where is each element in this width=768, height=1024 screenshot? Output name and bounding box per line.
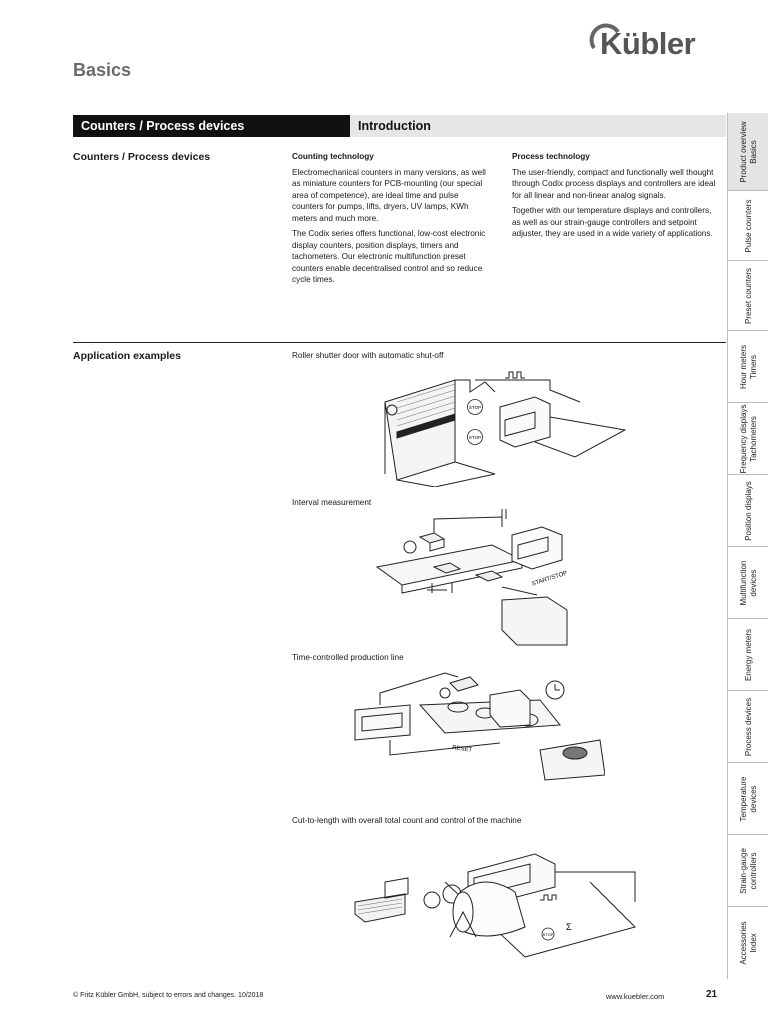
intro-label: Counters / Process devices <box>73 151 211 163</box>
applications-label: Application examples <box>73 350 181 362</box>
counting-technology-paragraph-2: The Codix series offers functional, low-cost electronic display counters, position displays, timers and tachometers. Our electronic multifunction preset counters enable decentralised control and so reduce cycle times. <box>292 229 486 284</box>
example-caption-cut-to-length: Cut-to-length with overall total count and control of the machine <box>292 816 522 825</box>
sidebar-tab-position-displays[interactable]: Position displays <box>728 475 768 547</box>
cut-to-length-illustration <box>350 842 640 962</box>
process-technology-paragraph-1: The user-friendly, compact and functionally well thought through Codix process displays and controllers are ideal for all linear and non-linear analog signals. <box>512 167 716 200</box>
interval-measurement-illustration <box>372 505 572 650</box>
section-header-category: Counters / Process devices <box>73 115 350 137</box>
example-caption-interval: Interval measurement <box>292 498 372 507</box>
process-technology-heading: Process technology <box>512 152 590 161</box>
sidebar-tab-hour-meters[interactable]: Hour meters Timers <box>728 331 768 403</box>
counting-technology-column <box>292 151 492 290</box>
sidebar-tab-product-overview[interactable]: Product overview Basics <box>728 113 768 191</box>
sidebar-tab-pulse-counters[interactable]: Pulse counters <box>728 191 768 261</box>
process-technology-column <box>512 151 718 244</box>
sidebar-tab-process-devices[interactable]: Process devices <box>728 691 768 763</box>
section-header-topic: Introduction <box>350 115 726 137</box>
stop-label-1: STOP <box>468 405 482 410</box>
production-line-illustration <box>350 665 605 785</box>
kubler-logo: Kübler <box>600 26 696 61</box>
page-number: 21 <box>706 989 718 1000</box>
example-caption-roller-shutter: Roller shutter door with automatic shut-off <box>292 351 444 360</box>
reset-label: RESET <box>451 745 473 754</box>
process-technology-paragraph-2: Together with our temperature displays and controllers, as well as our strain-gauge controllers and setpoint adjuster, they are used in a wide variety of applications. <box>512 206 713 238</box>
counting-technology-heading: Counting technology <box>292 152 374 161</box>
sigma-label: Σ <box>566 922 572 932</box>
example-caption-production-line: Time-controlled production line <box>292 653 404 662</box>
sidebar-tab-preset-counters[interactable]: Preset counters <box>728 261 768 331</box>
sidebar-tab-multifunction[interactable]: Multifunction devices <box>728 547 768 619</box>
stop-label-marker-1 <box>466 398 486 418</box>
section-divider <box>73 342 726 343</box>
chapter-sidebar <box>727 113 768 979</box>
sidebar-tab-frequency-displays[interactable]: Frequency displays Tachometers <box>728 403 768 475</box>
footer-copyright: © Fritz Kübler GmbH, subject to errors and changes. 10/2018 <box>73 992 264 999</box>
roller-shutter-illustration <box>375 362 635 487</box>
stop-label-marker-2 <box>466 428 486 448</box>
section-header-bar <box>73 115 726 137</box>
sidebar-tab-temperature[interactable]: Temperature devices <box>728 763 768 835</box>
counting-technology-paragraph-1: Electromechanical counters in many versions, as well as miniature counters for PCB-mounting (our special area of competence), are ideal time and pulse counters for pumps, lifts, dryers, UV lamps, KWh meters and much more. <box>292 167 486 223</box>
start-stop-label: START/STOP <box>531 570 569 588</box>
sidebar-tab-accessories[interactable]: Accessories Index <box>738 921 758 965</box>
sidebar-tab-energy-meters[interactable]: Energy meters <box>728 619 768 691</box>
page-title: Basics <box>73 60 132 80</box>
footer-website-link[interactable]: www.kuebler.com <box>606 992 665 1001</box>
stop-label-3: STOP <box>542 932 554 937</box>
stop-label-2: STOP <box>468 435 482 440</box>
sidebar-tab-strain-gauge[interactable]: Strain-gauge controllers <box>728 835 768 907</box>
